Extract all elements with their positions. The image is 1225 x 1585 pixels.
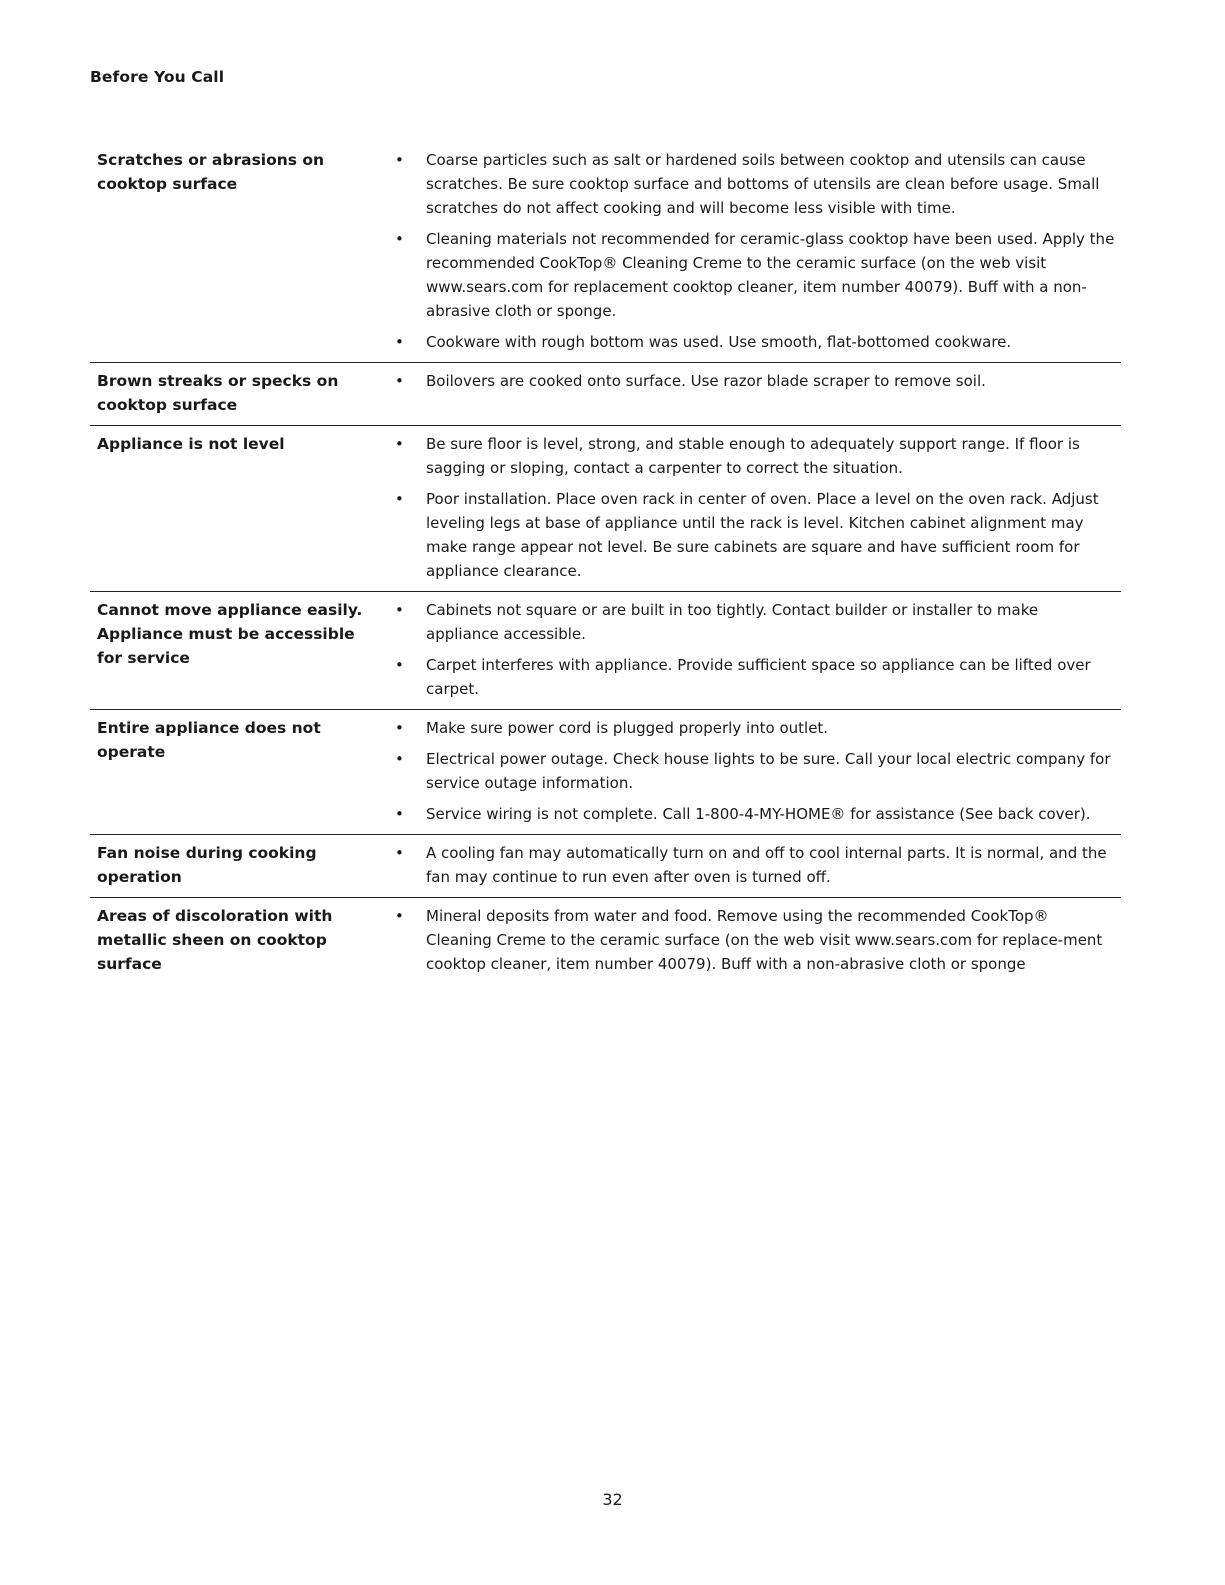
cause-list	[382, 839, 1121, 889]
cause-text: Carpet interferes with appliance. Provide sufficient space so appliance can be lifted over carpet.	[426, 656, 1091, 698]
cause-text: Cookware with rough bottom was used. Use smooth, flat-bottomed cookware.	[426, 333, 1012, 351]
cause-text: Mineral deposits from water and food. Remove using the recommended CookTop® Cleaning Creme to the ceramic surface (on the web visit www.sears.com for replace-ment cooktop cleaner, item number 40079). Buff with a non-abrasive cloth or sponge	[426, 907, 1103, 973]
cause-text: Coarse particles such as salt or hardened soils between cooktop and utensils can cause scratches. Be sure cooktop surface and bottoms of utensils are clean before usage. Small scratches do not affect cooking and will become less visible with time.	[426, 151, 1100, 217]
bullet-icon: •	[395, 805, 404, 823]
table-row	[90, 592, 1121, 710]
table-row	[90, 835, 1121, 898]
list-item	[382, 598, 1121, 646]
bullet-icon: •	[395, 333, 404, 351]
list-item	[382, 227, 1121, 323]
list-item	[382, 802, 1121, 826]
cause-list	[382, 902, 1121, 976]
cause-text: Cabinets not square or are built in too tightly. Contact builder or installer to make appliance accessible.	[426, 601, 1039, 643]
cause-list	[382, 596, 1121, 701]
cause-text: Electrical power outage. Check house lights to be sure. Call your local electric company for service outage information.	[426, 750, 1111, 792]
cause-list	[382, 367, 1121, 393]
table-row	[90, 146, 1121, 363]
page-number: 32	[602, 1490, 623, 1509]
problem-label: Scratches or abrasions on cooktop surface	[97, 151, 325, 193]
problem-label: Appliance is not level	[97, 435, 285, 453]
cause-text: Be sure floor is level, strong, and stable enough to adequately support range. If floor is sagging or sloping, contact a carpenter to correct the situation.	[426, 435, 1080, 477]
bullet-icon: •	[395, 601, 404, 619]
troubleshooting-table	[90, 146, 1121, 984]
bullet-icon: •	[395, 844, 404, 862]
problem-label: Areas of discoloration with metallic sheen on cooktop surface	[97, 907, 333, 973]
list-item	[382, 369, 1121, 393]
list-item	[382, 487, 1121, 583]
list-item	[382, 330, 1121, 354]
bullet-icon: •	[395, 230, 404, 248]
table-row	[90, 426, 1121, 592]
list-item	[382, 432, 1121, 480]
bullet-icon: •	[395, 656, 404, 674]
cause-text: Make sure power cord is plugged properly into outlet.	[426, 719, 829, 737]
bullet-icon: •	[395, 435, 404, 453]
list-item	[382, 716, 1121, 740]
cause-list	[382, 430, 1121, 583]
bullet-icon: •	[395, 490, 404, 508]
list-item	[382, 653, 1121, 701]
bullet-icon: •	[395, 372, 404, 390]
table-row	[90, 710, 1121, 835]
page-header-title: Before You Call	[90, 68, 225, 86]
cause-text: Cleaning materials not recommended for ceramic-glass cooktop have been used. Apply the recommended CookTop® Cleaning Creme to the ceramic surface (on the web visit www.sears.com for replacement cooktop cleaner, item number 40079). Buff with a non-abrasive cloth or sponge.	[426, 230, 1115, 320]
cause-text: Service wiring is not complete. Call 1-800-4-MY-HOME® for assistance (See back cover).	[426, 805, 1091, 823]
cause-text: Poor installation. Place oven rack in center of oven. Place a level on the oven rack. Adjust leveling legs at base of appliance until the rack is level. Kitchen cabinet alignment may make range appear not level. Be sure cabinets are square and have sufficient room for appliance clearance.	[426, 490, 1099, 580]
bullet-icon: •	[395, 750, 404, 768]
cause-list	[382, 146, 1121, 354]
table-row	[90, 363, 1121, 426]
list-item	[382, 904, 1121, 976]
problem-label: Fan noise during cooking operation	[97, 844, 317, 886]
bullet-icon: •	[395, 719, 404, 737]
table-row	[90, 898, 1121, 984]
list-item	[382, 841, 1121, 889]
problem-label: Entire appliance does not operate	[97, 719, 321, 761]
problem-label: Cannot move appliance easily. Appliance must be accessible for service	[97, 601, 363, 667]
cause-text: A cooling fan may automatically turn on and off to cool internal parts. It is normal, and the fan may continue to run even after oven is turned off.	[426, 844, 1107, 886]
problem-label: Brown streaks or specks on cooktop surface	[97, 372, 339, 414]
list-item	[382, 747, 1121, 795]
bullet-icon: •	[395, 151, 404, 169]
cause-text: Boilovers are cooked onto surface. Use razor blade scraper to remove soil.	[426, 372, 986, 390]
cause-list	[382, 714, 1121, 826]
list-item	[382, 148, 1121, 220]
bullet-icon: •	[395, 907, 404, 925]
